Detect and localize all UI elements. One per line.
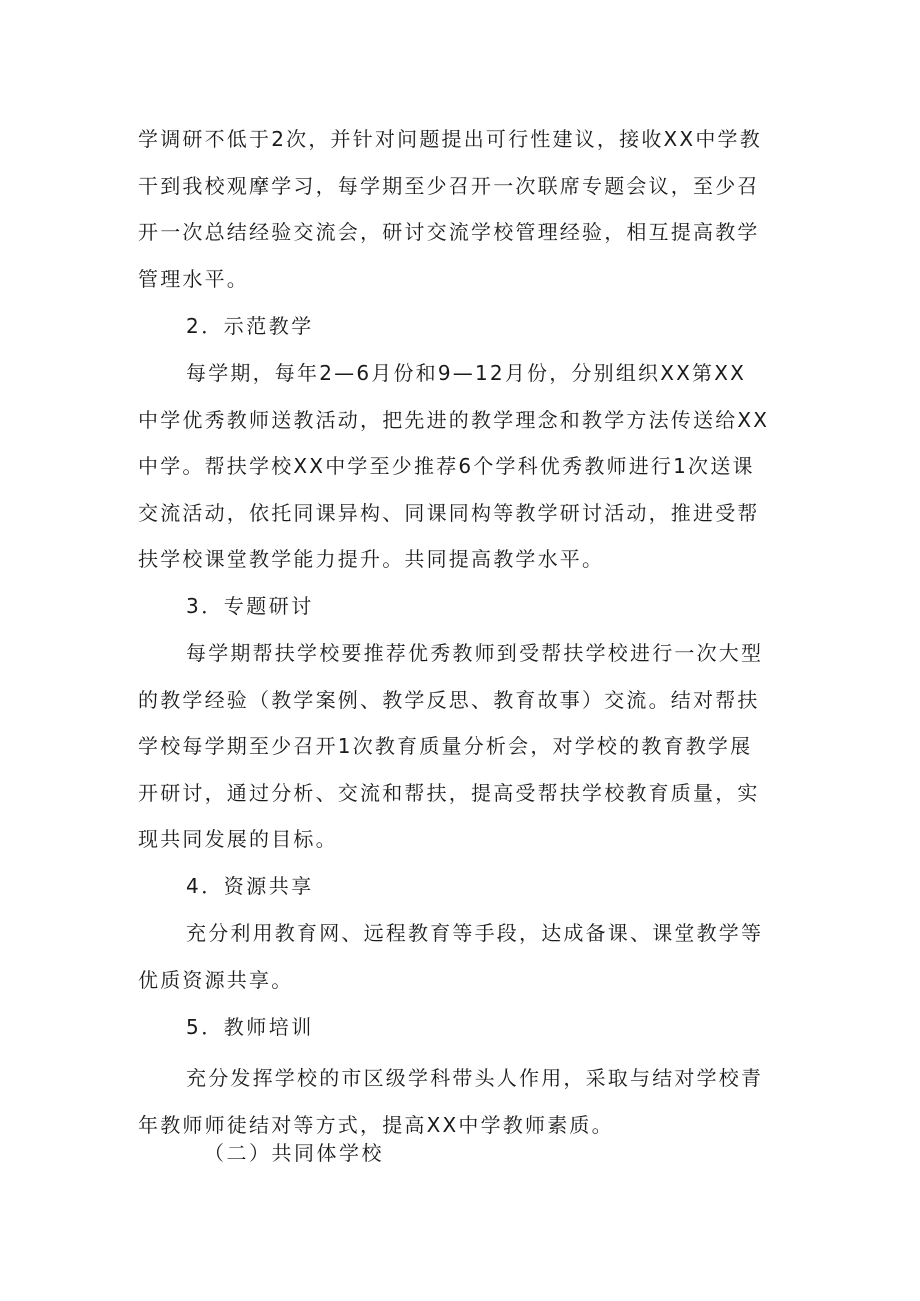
paragraph-demonstration-teaching bbox=[138, 350, 788, 583]
paragraph-school-research bbox=[138, 116, 788, 302]
heading-topic-seminar bbox=[138, 583, 788, 630]
text-line: 现共同发展的目标。 bbox=[138, 827, 338, 851]
text-line: 中学。帮扶学校XX中学至少推荐6个学科优秀教师进行1次送课 bbox=[138, 454, 755, 478]
subsection-heading: （二）共同体学校 bbox=[204, 1141, 384, 1165]
text-line: 开一次总结经验交流会，研讨交流学校管理经验，相互提高教学 bbox=[138, 220, 760, 244]
text-line: 学校每学期至少召开1次教育质量分析会，对学校的教育教学展 bbox=[138, 734, 753, 758]
text-line: 学调研不低于2次，并针对问题提出可行性建议，接收XX中学教 bbox=[138, 127, 762, 151]
paragraph-resource-sharing bbox=[138, 910, 788, 1003]
section-heading: 5．教师培训 bbox=[186, 1015, 314, 1039]
text-line: 管理水平。 bbox=[138, 266, 249, 291]
heading-teacher-training bbox=[138, 1004, 788, 1051]
text-line: 年教师师徒结对等方式，提高XX中学教师素质。 bbox=[138, 1112, 614, 1137]
text-line: 中学优秀教师送教活动，把先进的教学理念和教学方法传送给XX bbox=[138, 407, 770, 432]
text-line: 干到我校观摩学习，每学期至少召开一次联席专题会议，至少召 bbox=[138, 173, 760, 198]
section-heading: 2．示范教学 bbox=[186, 314, 314, 338]
text-line: 充分利用教育网、远程教育等手段，达成备课、课堂教学等 bbox=[186, 921, 764, 945]
text-line: 每学期帮扶学校要推荐优秀教师到受帮扶学校进行一次大型 bbox=[186, 641, 764, 665]
paragraph-topic-seminar bbox=[138, 630, 788, 863]
heading-community-schools bbox=[138, 1130, 788, 1177]
text-line: 优质资源共享。 bbox=[138, 967, 294, 992]
section-heading: 4．资源共享 bbox=[186, 874, 314, 898]
text-line: 充分发挥学校的市区级学科带头人作用，采取与结对学校青 bbox=[186, 1066, 764, 1090]
section-heading: 3．专题研讨 bbox=[186, 594, 314, 618]
heading-demonstration-teaching bbox=[138, 303, 788, 350]
heading-resource-sharing bbox=[138, 863, 788, 910]
text-line: 的教学经验（教学案例、教学反思、教育故事）交流。结对帮扶 bbox=[138, 687, 760, 712]
text-line: 扶学校课堂教学能力提升。共同提高教学水平。 bbox=[138, 547, 605, 571]
text-line: 开研讨，通过分析、交流和帮扶，提高受帮扶学校教育质量，实 bbox=[138, 780, 760, 805]
text-line: 每学期，每年2—6月份和9—12月份，分别组织XX第XX bbox=[186, 361, 747, 385]
text-line: 交流活动，依托同课异构、同课同构等教学研讨活动，推进受帮 bbox=[138, 500, 760, 525]
